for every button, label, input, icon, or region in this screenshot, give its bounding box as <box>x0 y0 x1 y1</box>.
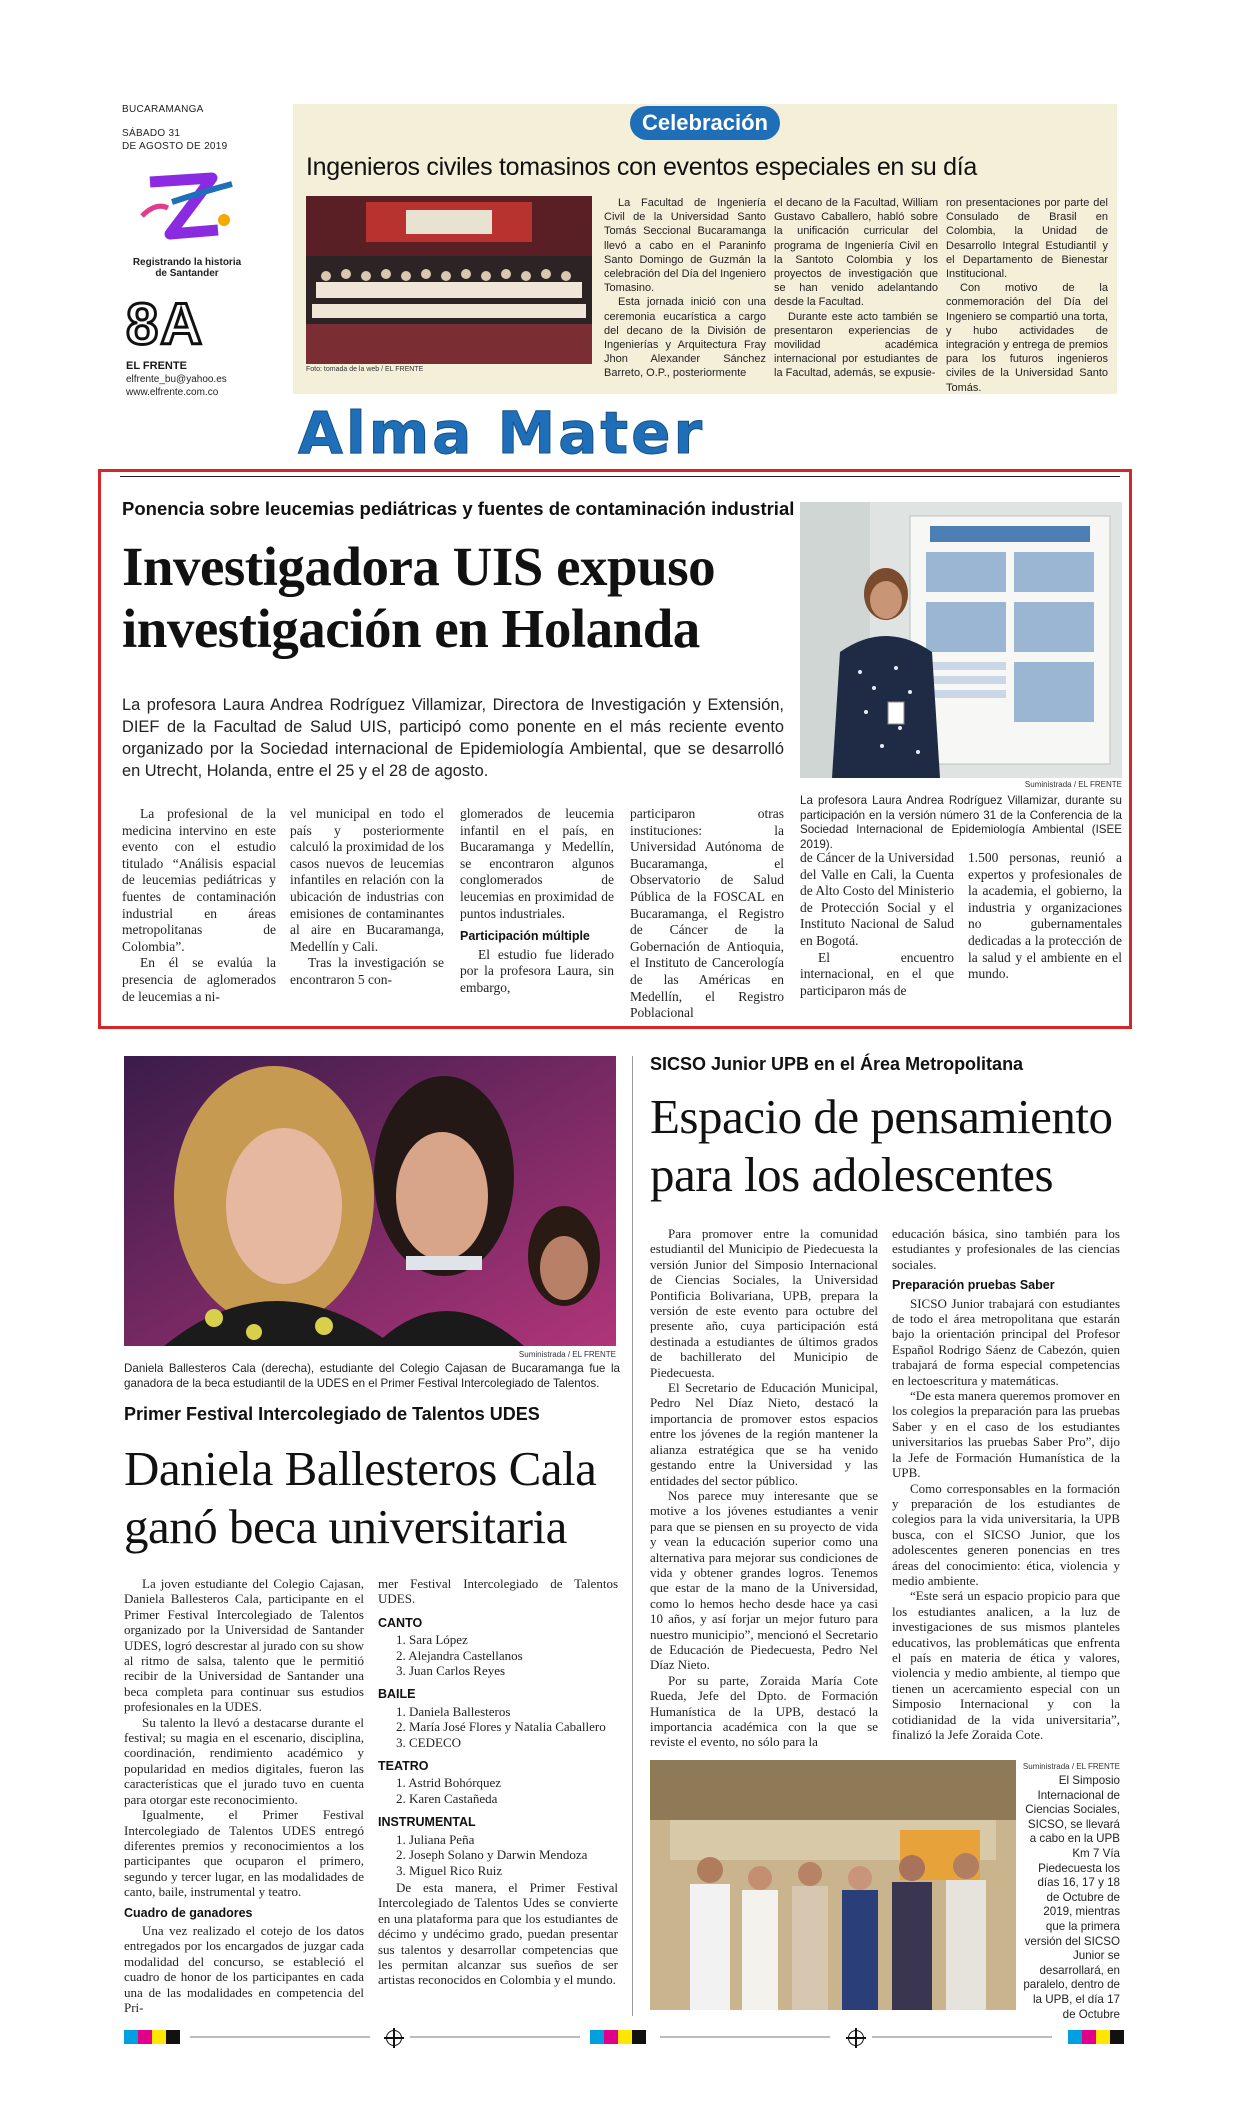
anniversary-logo <box>132 172 242 278</box>
uis-col-1 <box>122 806 276 1005</box>
footer-bar-2 <box>410 2036 580 2038</box>
canto-heading: CANTO <box>378 1615 423 1630</box>
instrumental-item-2: 2. Joseph Solano y Darwin Mendoza <box>396 1847 588 1863</box>
date-line-2: DE AGOSTO DE 2019 <box>122 141 228 152</box>
baile-item-2: 2. María José Flores y Natalia Caballero <box>396 1719 606 1735</box>
baile-heading: BAILE <box>378 1687 416 1702</box>
sicso-col-2-p4: Como corresponsables en la formación y preparación de los estudiantes de colegios para la vida universitaria, la UPB busca, con el SICSO Junior, que los adolescentes generen ponencias en tres áreas del conocimiento: ética, violencia y medio ambiente. <box>892 1480 1120 1588</box>
celebracion-col-1 <box>604 196 766 381</box>
teatro-item-1: 1. Astrid Bohórquez <box>396 1775 502 1791</box>
uis-headline-line-2: investigación en Holanda <box>122 598 700 659</box>
uis-col-6-p1: 1.500 personas, reunió a expertos y profesionales de la academia, el gobierno, la industria y organizaciones no gubernamentales dedicadas a la protección de la salud y el ambiente en el mundo. <box>968 850 1122 982</box>
celebracion-col-2-p1: el decano de la Facultad, William Gustavo Caballero, habló sobre la unificación curricular del programa de Ingeniería Civil en la Santoto Colombia y los proyectos de investigación que se han venido adelantando desde la Facultad. <box>774 197 938 309</box>
celebracion-headline: Ingenieros civiles tomasinos con eventos especiales en su día <box>306 153 977 181</box>
sicso-col-1-p1: Para promover entre la comunidad estudiantil del Municipio de Piedecuesta la versión Junior del Simposio Internacional de Ciencias Sociales, la Universidad Pontificia Bolivariana, UPB, prepara la versión de este evento para octubre del presente año, cuya participación está destinada a estudiantes de últimos grados de bachillerato del Municipio de Piedecuesta. <box>650 1226 878 1380</box>
logo-tagline-1: Registrando la historia <box>132 257 242 268</box>
udes-col-1-p4: Una vez realizado el cotejo de los datos entregados por los encargados de juzgar cada modalidad del concurso, se estableció el cuadro de honor de los participantes en cada una de las modalidades en competencia del Pri- <box>124 1922 364 2015</box>
instrumental-heading: INSTRUMENTAL <box>378 1815 476 1830</box>
sicso-photo <box>650 1760 1016 2010</box>
sicso-col-2 <box>892 1226 1120 1742</box>
uis-col-4-p1: participaron otras instituciones: la Universidad Autónoma de Bucaramanga, el Observatorio de Salud Pública de la FOSCAL en Bucaramanga, el Registro de Cáncer de la Gobernación de Antioquia, el Instituto de Cancerología de las Américas en Medellín, el Registro Poblacional <box>630 806 784 1021</box>
udes-kicker: Primer Festival Intercolegiado de Talentos UDES <box>124 1404 540 1424</box>
sicso-photo-credit: Suministrada / EL FRENTE <box>1022 1762 1120 1771</box>
uis-headline <box>122 536 802 660</box>
udes-headline-line-2: ganó beca universitaria <box>124 1499 567 1554</box>
sicso-col-1-p2: El Secretario de Educación Municipal, Pedro Nel Díaz Nieto, destacó la importancia de promover estos espacios entre los jóvenes de la región mantener la alianza estratégica que se ha venido gestando entre la Universidad y las entidades del sector público. <box>650 1380 878 1488</box>
udes-col-2-p1: mer Festival Intercolegiado de Talentos UDES. <box>378 1576 618 1607</box>
registration-mark-icon <box>386 2030 402 2046</box>
udes-col-1-p1: La joven estudiante del Colegio Cajasan, Daniela Ballesteros Cala, participante en el Primer Festival Intercolegiado de Talentos organizado por la Universidad de Santander UDES, logró descrestar al jurado con su show al ritmo de salsa, talento que le permitió recibir de la Universidad de Santander una beca completa para continuar sus estudios profesionales en la UDES. <box>124 1576 364 1715</box>
group-photo-icon <box>650 1760 1016 2010</box>
sicso-col-2-p3: “De esta manera queremos promover en los colegios la preparación para las pruebas Saber y en el caso de los estudiantes universitarios las pruebas Saber Pro”, dijo la Jefe de Formación Humanística de la UPB. <box>892 1388 1120 1481</box>
researcher-poster-photo-icon <box>800 502 1122 778</box>
uis-deck: La profesora Laura Andrea Rodríguez Villamizar, Directora de Investigación y Extensión, DIEF de la Facultad de Salud UIS, participó como ponente en el más reciente evento organizado por la Sociedad internacional de Epidemiología Ambiental, que se desarrolló en Utrecht, Holanda, entre el 25 y el 28 de agosto. <box>122 696 784 780</box>
udes-photo <box>124 1056 616 1346</box>
teatro-heading: TEATRO <box>378 1759 429 1774</box>
instrumental-item-3: 3. Miguel Rico Ruiz <box>396 1862 503 1878</box>
celebracion-col-1-p2: Esta jornada inició con una ceremonia eucarística a cargo del decano de la División de Ingenierías y Arquitectura Fray Jhon Alexander Sánchez Barreto, O.P., posteriormente <box>604 296 766 380</box>
date-line-1: SÁBADO 31 <box>122 128 181 139</box>
celebracion-label: Celebración <box>630 106 780 140</box>
sicso-side-caption: El Simposio Internacional de Ciencias Sociales, SICSO, se llevará a cabo en la UPB Km 7 Vía Piedecuesta los días 16, 17 y 18 de Octubre de 2019, mientras que la primera versión del SICSO Junior se desarrollará, en paralelo, dentro de la UPB, el día 17 de Octubre <box>1023 1774 1120 2021</box>
footer-bar-4 <box>872 2036 1052 2038</box>
sicso-col-2-p2: SICSO Junior trabajará con estudiantes de todo el área metropolitana que estarán bajo la orientación principal del Profesor Español Rodrigo Sáenz de Cabezón, quien trabajará de forma especial competencias en lectoescritura y matemáticas. <box>892 1295 1120 1388</box>
uis-col-3 <box>460 806 614 997</box>
canto-item-2: 2. Alejandra Castellanos <box>396 1647 523 1663</box>
udes-subheading: Cuadro de ganadores <box>124 1905 253 1920</box>
uis-col-3-p1: glomerados de leucemia infantil en el país, en Bucaramanga y Medellín, se encontraron algunos conglomerados de leucemias en proximidad de puntos industriales. <box>460 806 614 921</box>
uis-col-5 <box>800 850 954 999</box>
celebracion-col-2 <box>774 196 938 381</box>
udes-col-1-p2: Su talento la llevó a destacarse durante el festival; su magia en el escenario, disciplina, coordinación, rendimiento académico y popularidad en medios digitales, fueron las características que el jurado tuvo en cuenta para otorgar este reconocimiento. <box>124 1714 364 1807</box>
sicso-subheading: Preparación pruebas Saber <box>892 1278 1055 1293</box>
sicso-headline-line-2: para los adolescentes <box>650 1147 1054 1202</box>
canto-item-1: 1. Sara López <box>396 1632 468 1648</box>
udes-col-2 <box>378 1576 618 1988</box>
sicso-col-2-p1: educación básica, sino también para los estudiantes y profesionales de las ciencias sociales. <box>892 1226 1120 1272</box>
uis-col-1-p1: La profesional de la medicina intervino en este evento con el estudio titulado “Análisis espacial de leucemias pediátricas y fuentes de contaminación industrial en áreas metropolitanas de Colombia”. <box>122 806 276 954</box>
udes-headline-line-1: Daniela Ballesteros Cala <box>124 1441 597 1496</box>
instrumental-item-1: 1. Juliana Peña <box>396 1831 475 1847</box>
udes-photo-caption: Daniela Ballesteros Cala (derecha), estudiante del Colegio Cajasan de Bucaramanga fue la ganadora de la beca estudiantil de la UDES en el Primer Festival Intercolegiado de Talentos. <box>124 1362 620 1390</box>
celebracion-col-1-p1: La Facultad de Ingeniería Civil de la Universidad Santo Tomás Seccional Bucaramanga llevó a cabo en el Paraninfo Santo Domingo de Guzmán la celebración del Día del Ingeniero Tomasino. <box>604 197 766 295</box>
udes-headline <box>124 1440 624 1556</box>
footer-bar-1 <box>190 2036 370 2038</box>
registration-mark-icon <box>848 2030 864 2046</box>
uis-subheading: Participación múltiple <box>460 929 590 944</box>
baile-item-3: 3. CEDECO <box>396 1734 461 1750</box>
udes-col-1 <box>124 1576 364 2015</box>
sicso-col-1-p3: Nos parece muy interesante que se motive a los jóvenes estudiantes a venir para que se piensen en su proyecto de vida y vean la educación superior como una alternativa para mejorar sus condiciones de vida y obtener grandes logros. Tenemos que estar de la mano de la Universidad, como lo hemos hecho desde hace ya casi 10 años, y así forjar un mejor futuro para nuestro municipio”, mencionó el Secretario de Educación de Piedecuesta, Pedro Nel Díaz Nieto. <box>650 1487 878 1673</box>
teatro-item-2: 2. Karen Castañeda <box>396 1790 498 1806</box>
celebracion-col-2-p2: Durante este acto también se presentaron experiencias de movilidad académica internacional por estudiantes de la Facultad, además, se expusie- <box>774 310 938 380</box>
anniversary-logo-icon <box>132 172 242 252</box>
uis-headline-line-1: Investigadora UIS expuso <box>122 536 716 597</box>
uis-col-3-p2: El estudio fue liderado por la profesora Laura, sin embargo, <box>460 946 614 995</box>
sicso-col-2-p5: “Este será un espacio propicio para que los estudiantes analicen, a la luz de investigaciones de sus mismos planteles educativos, las problemáticas que enfrenta el país en materia de ética y valores, violencia y medio ambiente, al tiempo que tienen un acercamiento especial con un Simposio Internacional y con la cotidianidad de la vida universitaria”, finalizó la Jefe Zoraida Cote. <box>892 1588 1120 1742</box>
color-bar-center <box>590 2030 646 2044</box>
udes-col-1-p3: Igualmente, el Primer Festival Intercolegiado de Talentos UDES entregó diferentes premios y reconocimientos a los participantes que ocuparon el primero, segundo y tercer lugar, en las modalidades de canto, baile, instrumental y teatro. <box>124 1807 364 1900</box>
color-bar-left <box>124 2030 180 2044</box>
celebracion-col-3 <box>946 196 1108 395</box>
uis-photo-caption: La profesora Laura Andrea Rodríguez Villamizar, durante su participación en la versión número 31 de la Conferencia de la Sociedad Internacional de Epidemiología Ambiental (ISEE 2019). <box>800 794 1122 851</box>
uis-col-2-p2: Tras la investigación se encontraron 5 con- <box>290 955 444 987</box>
uis-col-6 <box>968 850 1122 983</box>
sicso-col-1 <box>650 1226 878 1750</box>
sicso-headline <box>650 1088 1130 1204</box>
celebracion-photo <box>306 196 592 364</box>
uis-photo-credit: Suministrada / EL FRENTE <box>1024 780 1122 789</box>
color-bar-right <box>1068 2030 1124 2044</box>
uis-col-1-p2: En él se evalúa la presencia de aglomerados de leucemias a ni- <box>122 955 276 1004</box>
paper-name: EL FRENTE <box>126 360 187 372</box>
auditorium-photo-icon <box>306 196 592 364</box>
uis-col-5-p2: El encuentro internacional, en el que participaron más de <box>800 949 954 998</box>
canto-item-3: 3. Juan Carlos Reyes <box>396 1663 506 1679</box>
logo-tagline-2: de Santander <box>155 268 219 279</box>
footer-bar-3 <box>660 2036 830 2038</box>
sicso-col-1-p4: Por su parte, Zoraida María Cote Rueda, Jefe del Dpto. de Formación Humanística de la UPB, destacó la importancia académica con la que se reviste el evento, no sólo para la <box>650 1672 878 1750</box>
celebracion-photo-credit: Foto: tomada de la web / EL FRENTE <box>306 366 424 373</box>
uis-photo <box>800 502 1122 778</box>
uis-col-2-p1: vel municipal en todo el país y posteriormente calculó la proximidad de los casos nuevos de leucemias infantiles en relación con la ubicación de industrias con emisiones de contaminantes al aire en Bucaramanga, Medellín y Cali. <box>290 806 444 954</box>
uis-col-5-p1: de Cáncer de la Universidad del Valle en Cali, la Cuenta de Alto Costo del Ministerio de Protección Social y el Instituto Nacional de Salud en Bogotá. <box>800 850 954 948</box>
baile-item-1: 1. Daniela Ballesteros <box>396 1703 511 1719</box>
page-number: 8A <box>126 292 205 357</box>
contact-website[interactable]: www.elfrente.com.co <box>126 387 219 398</box>
uis-kicker: Ponencia sobre leucemias pediátricas y fuentes de contaminación industrial <box>122 498 795 519</box>
uis-col-4 <box>630 806 784 1022</box>
students-photo-icon <box>124 1056 616 1346</box>
udes-photo-credit: Suministrada / EL FRENTE <box>518 1350 616 1359</box>
celebracion-col-3-p2: Con motivo de la conmemoración del Día del Ingeniero se compartió una torta, y hubo actividades de integración y entrega de premios para los futuros ingenieros civiles de la Universidad Santo Tomás. <box>946 282 1108 394</box>
column-divider <box>632 1056 633 2016</box>
uis-col-2 <box>290 806 444 989</box>
celebracion-col-3-p1: ron presentaciones por parte del Consulado de Brasil en Colombia, la Unidad de Desarrollo Integral Estudiantil y el Departamento de Bienestar Institucional. <box>946 197 1108 281</box>
contact-email[interactable]: elfrente_bu@yahoo.es <box>126 374 227 385</box>
sicso-kicker: SICSO Junior UPB en el Área Metropolitana <box>650 1054 1024 1074</box>
section-title: Alma Mater <box>298 399 706 467</box>
udes-col-2-p2: De esta manera, el Primer Festival Intercolegiado de Talentos Udes se convierte en una plataforma para que los estudiantes de décimo y undécimo grado, puedan presentar sus talentos y desarrollar competencias que les permitan alcanzar sus sueños de ser artistas reconocidos en Colombia y el mundo. <box>378 1879 618 1988</box>
sicso-headline-line-1: Espacio de pensamiento <box>650 1089 1113 1144</box>
city-label: BUCARAMANGA <box>122 104 204 115</box>
